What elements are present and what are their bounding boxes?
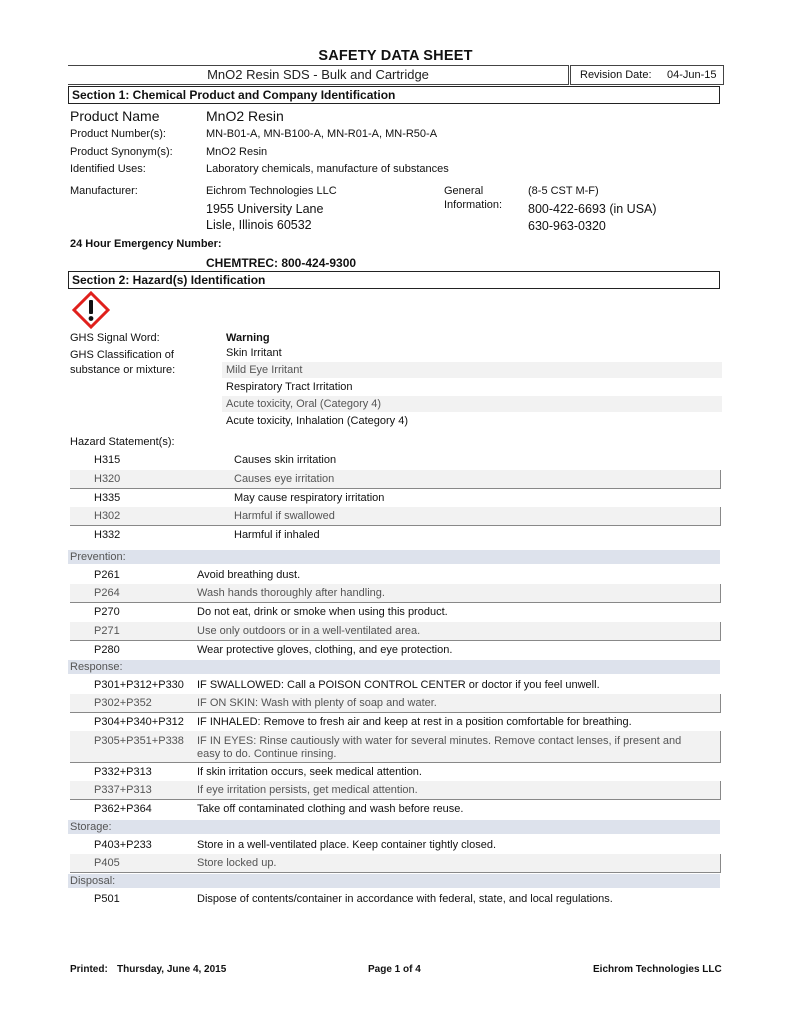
classification-item: Acute toxicity, Oral (Category 4) xyxy=(222,396,722,412)
precaution-text: Use only outdoors or in a well-ventilated area. xyxy=(197,625,421,637)
hazard-code: H332 xyxy=(94,529,121,541)
section1-heading: Section 1: Chemical Product and Company Identification xyxy=(68,86,720,104)
precaution-code: P305+P351+P338 xyxy=(94,735,184,747)
classification-label2: substance or mixture: xyxy=(70,364,176,376)
response-label: Response: xyxy=(70,661,123,673)
classification-label1: GHS Classification of xyxy=(70,349,174,361)
precaution-code: P264 xyxy=(94,587,120,599)
printed-date: Thursday, June 4, 2015 xyxy=(117,964,227,975)
table-row xyxy=(70,836,720,854)
table-row xyxy=(70,566,720,584)
prevention-label: Prevention: xyxy=(70,551,126,563)
precaution-code: P304+P340+P312 xyxy=(94,716,184,728)
prevention-band xyxy=(68,550,720,564)
storage-band xyxy=(68,820,720,834)
document-title: SAFETY DATA SHEET xyxy=(318,48,473,64)
signal-word: Warning xyxy=(226,332,270,344)
table-row xyxy=(70,507,721,526)
precaution-code: P362+P364 xyxy=(94,803,152,815)
table-row xyxy=(70,854,721,873)
precaution-code: P271 xyxy=(94,625,120,637)
table-row xyxy=(70,489,720,507)
product-name: MnO2 Resin xyxy=(206,108,284,124)
hazard-code: H320 xyxy=(94,473,121,485)
product-name-label: Product Name xyxy=(70,108,160,124)
hazard-code: H315 xyxy=(94,454,121,466)
phone-usa: 800-422-6693 (in USA) xyxy=(528,202,657,216)
precaution-text: Store in a well-ventilated place. Keep container tightly closed. xyxy=(197,839,497,851)
table-row xyxy=(70,676,720,694)
response-band xyxy=(68,660,720,674)
table-row xyxy=(70,781,721,800)
table-row xyxy=(70,713,720,731)
disposal-band xyxy=(68,874,720,888)
hazard-statements-label: Hazard Statement(s): xyxy=(70,436,175,448)
table-row xyxy=(70,694,721,713)
printed-label: Printed: xyxy=(70,964,108,975)
precaution-code: P280 xyxy=(94,644,120,656)
product-numbers: MN-B01-A, MN-B100-A, MN-R01-A, MN-R50-A xyxy=(206,128,438,140)
table-row xyxy=(70,641,720,659)
precaution-text: Do not eat, drink or smoke when using this product. xyxy=(197,606,448,618)
manufacturer-address2: Lisle, Illinois 60532 xyxy=(206,218,312,232)
revision-label: Revision Date: xyxy=(580,69,652,81)
table-row xyxy=(70,451,720,469)
identified-uses: Laboratory chemicals, manufacture of substances xyxy=(206,163,449,175)
hazard-text: May cause respiratory irritation xyxy=(234,492,385,504)
table-row xyxy=(70,584,721,603)
table-row xyxy=(70,763,720,781)
classification-item: Skin Irritant xyxy=(226,347,282,359)
precaution-code: P270 xyxy=(94,606,120,618)
precaution-text: Store locked up. xyxy=(197,857,277,869)
precaution-text: Dispose of contents/container in accordance with federal, state, and local regulations. xyxy=(197,893,613,905)
precaution-text-continued: easy to do. Continue rinsing. xyxy=(197,748,337,760)
precaution-code: P302+P352 xyxy=(94,697,152,709)
manufacturer-name: Eichrom Technologies LLC xyxy=(206,185,337,197)
synonyms: MnO2 Resin xyxy=(206,146,268,158)
hazard-text: Harmful if swallowed xyxy=(234,510,335,522)
precaution-code: P301+P312+P330 xyxy=(94,679,184,691)
revision-date: 04-Jun-15 xyxy=(667,69,717,81)
office-hours: (8-5 CST M-F) xyxy=(528,185,599,197)
table-row xyxy=(70,800,720,818)
precaution-text: If skin irritation occurs, seek medical attention. xyxy=(197,766,422,778)
precaution-code: P337+P313 xyxy=(94,784,152,796)
general-info-label2: Information: xyxy=(444,199,503,211)
precaution-code: P501 xyxy=(94,893,120,905)
product-numbers-label: Product Number(s): xyxy=(70,128,166,140)
precaution-text: If eye irritation persists, get medical attention. xyxy=(197,784,418,796)
page-number: Page 1 of 4 xyxy=(368,964,421,975)
classification-item: Acute toxicity, Inhalation (Category 4) xyxy=(226,415,408,427)
emergency-number: CHEMTREC: 800-424-9300 xyxy=(206,256,357,270)
hazard-code: H302 xyxy=(94,510,121,522)
table-row xyxy=(70,470,721,489)
precaution-text: Take off contaminated clothing and wash before reuse. xyxy=(197,803,464,815)
synonyms-label: Product Synonym(s): xyxy=(70,146,173,158)
precaution-code: P403+P233 xyxy=(94,839,152,851)
precaution-code: P261 xyxy=(94,569,120,581)
precaution-code: P405 xyxy=(94,857,120,869)
document-subtitle: MnO2 Resin SDS - Bulk and Cartridge xyxy=(207,67,429,82)
hazard-text: Causes eye irritation xyxy=(234,473,335,485)
emergency-label: 24 Hour Emergency Number: xyxy=(70,238,222,250)
table-row xyxy=(70,890,720,908)
precaution-text: IF IN EYES: Rinse cautiously with water for several minutes. Remove contact lenses, if present and xyxy=(197,735,682,747)
identified-uses-label: Identified Uses: xyxy=(70,163,146,175)
precaution-text: Wash hands thoroughly after handling. xyxy=(197,587,385,599)
exclamation-mark-diamond-icon xyxy=(72,291,110,329)
footer-company: Eichrom Technologies LLC xyxy=(593,964,722,975)
section2-heading: Section 2: Hazard(s) Identification xyxy=(68,271,720,289)
storage-label: Storage: xyxy=(70,821,112,833)
classification-item: Mild Eye Irritant xyxy=(222,362,722,378)
precaution-text: Avoid breathing dust. xyxy=(197,569,301,581)
manufacturer-address1: 1955 University Lane xyxy=(206,202,324,216)
precaution-text: IF INHALED: Remove to fresh air and keep at rest in a position comfortable for breathing. xyxy=(197,716,632,728)
phone-alt: 630-963-0320 xyxy=(528,219,606,233)
general-info-label1: General xyxy=(444,185,484,197)
table-row xyxy=(70,603,720,621)
table-row xyxy=(70,526,720,544)
precaution-text: Wear protective gloves, clothing, and eye protection. xyxy=(197,644,453,656)
hazard-text: Harmful if inhaled xyxy=(234,529,320,541)
hazard-text: Causes skin irritation xyxy=(234,454,337,466)
precaution-text: IF ON SKIN: Wash with plenty of soap and water. xyxy=(197,697,437,709)
table-row xyxy=(70,731,721,763)
disposal-label: Disposal: xyxy=(70,875,116,887)
classification-item: Respiratory Tract Irritation xyxy=(226,381,353,393)
hazard-code: H335 xyxy=(94,492,121,504)
precaution-text: IF SWALLOWED: Call a POISON CONTROL CENTER or doctor if you feel unwell. xyxy=(197,679,600,691)
precaution-code: P332+P313 xyxy=(94,766,152,778)
table-row xyxy=(70,622,721,641)
signal-word-label: GHS Signal Word: xyxy=(70,332,160,344)
manufacturer-label: Manufacturer: xyxy=(70,185,138,197)
